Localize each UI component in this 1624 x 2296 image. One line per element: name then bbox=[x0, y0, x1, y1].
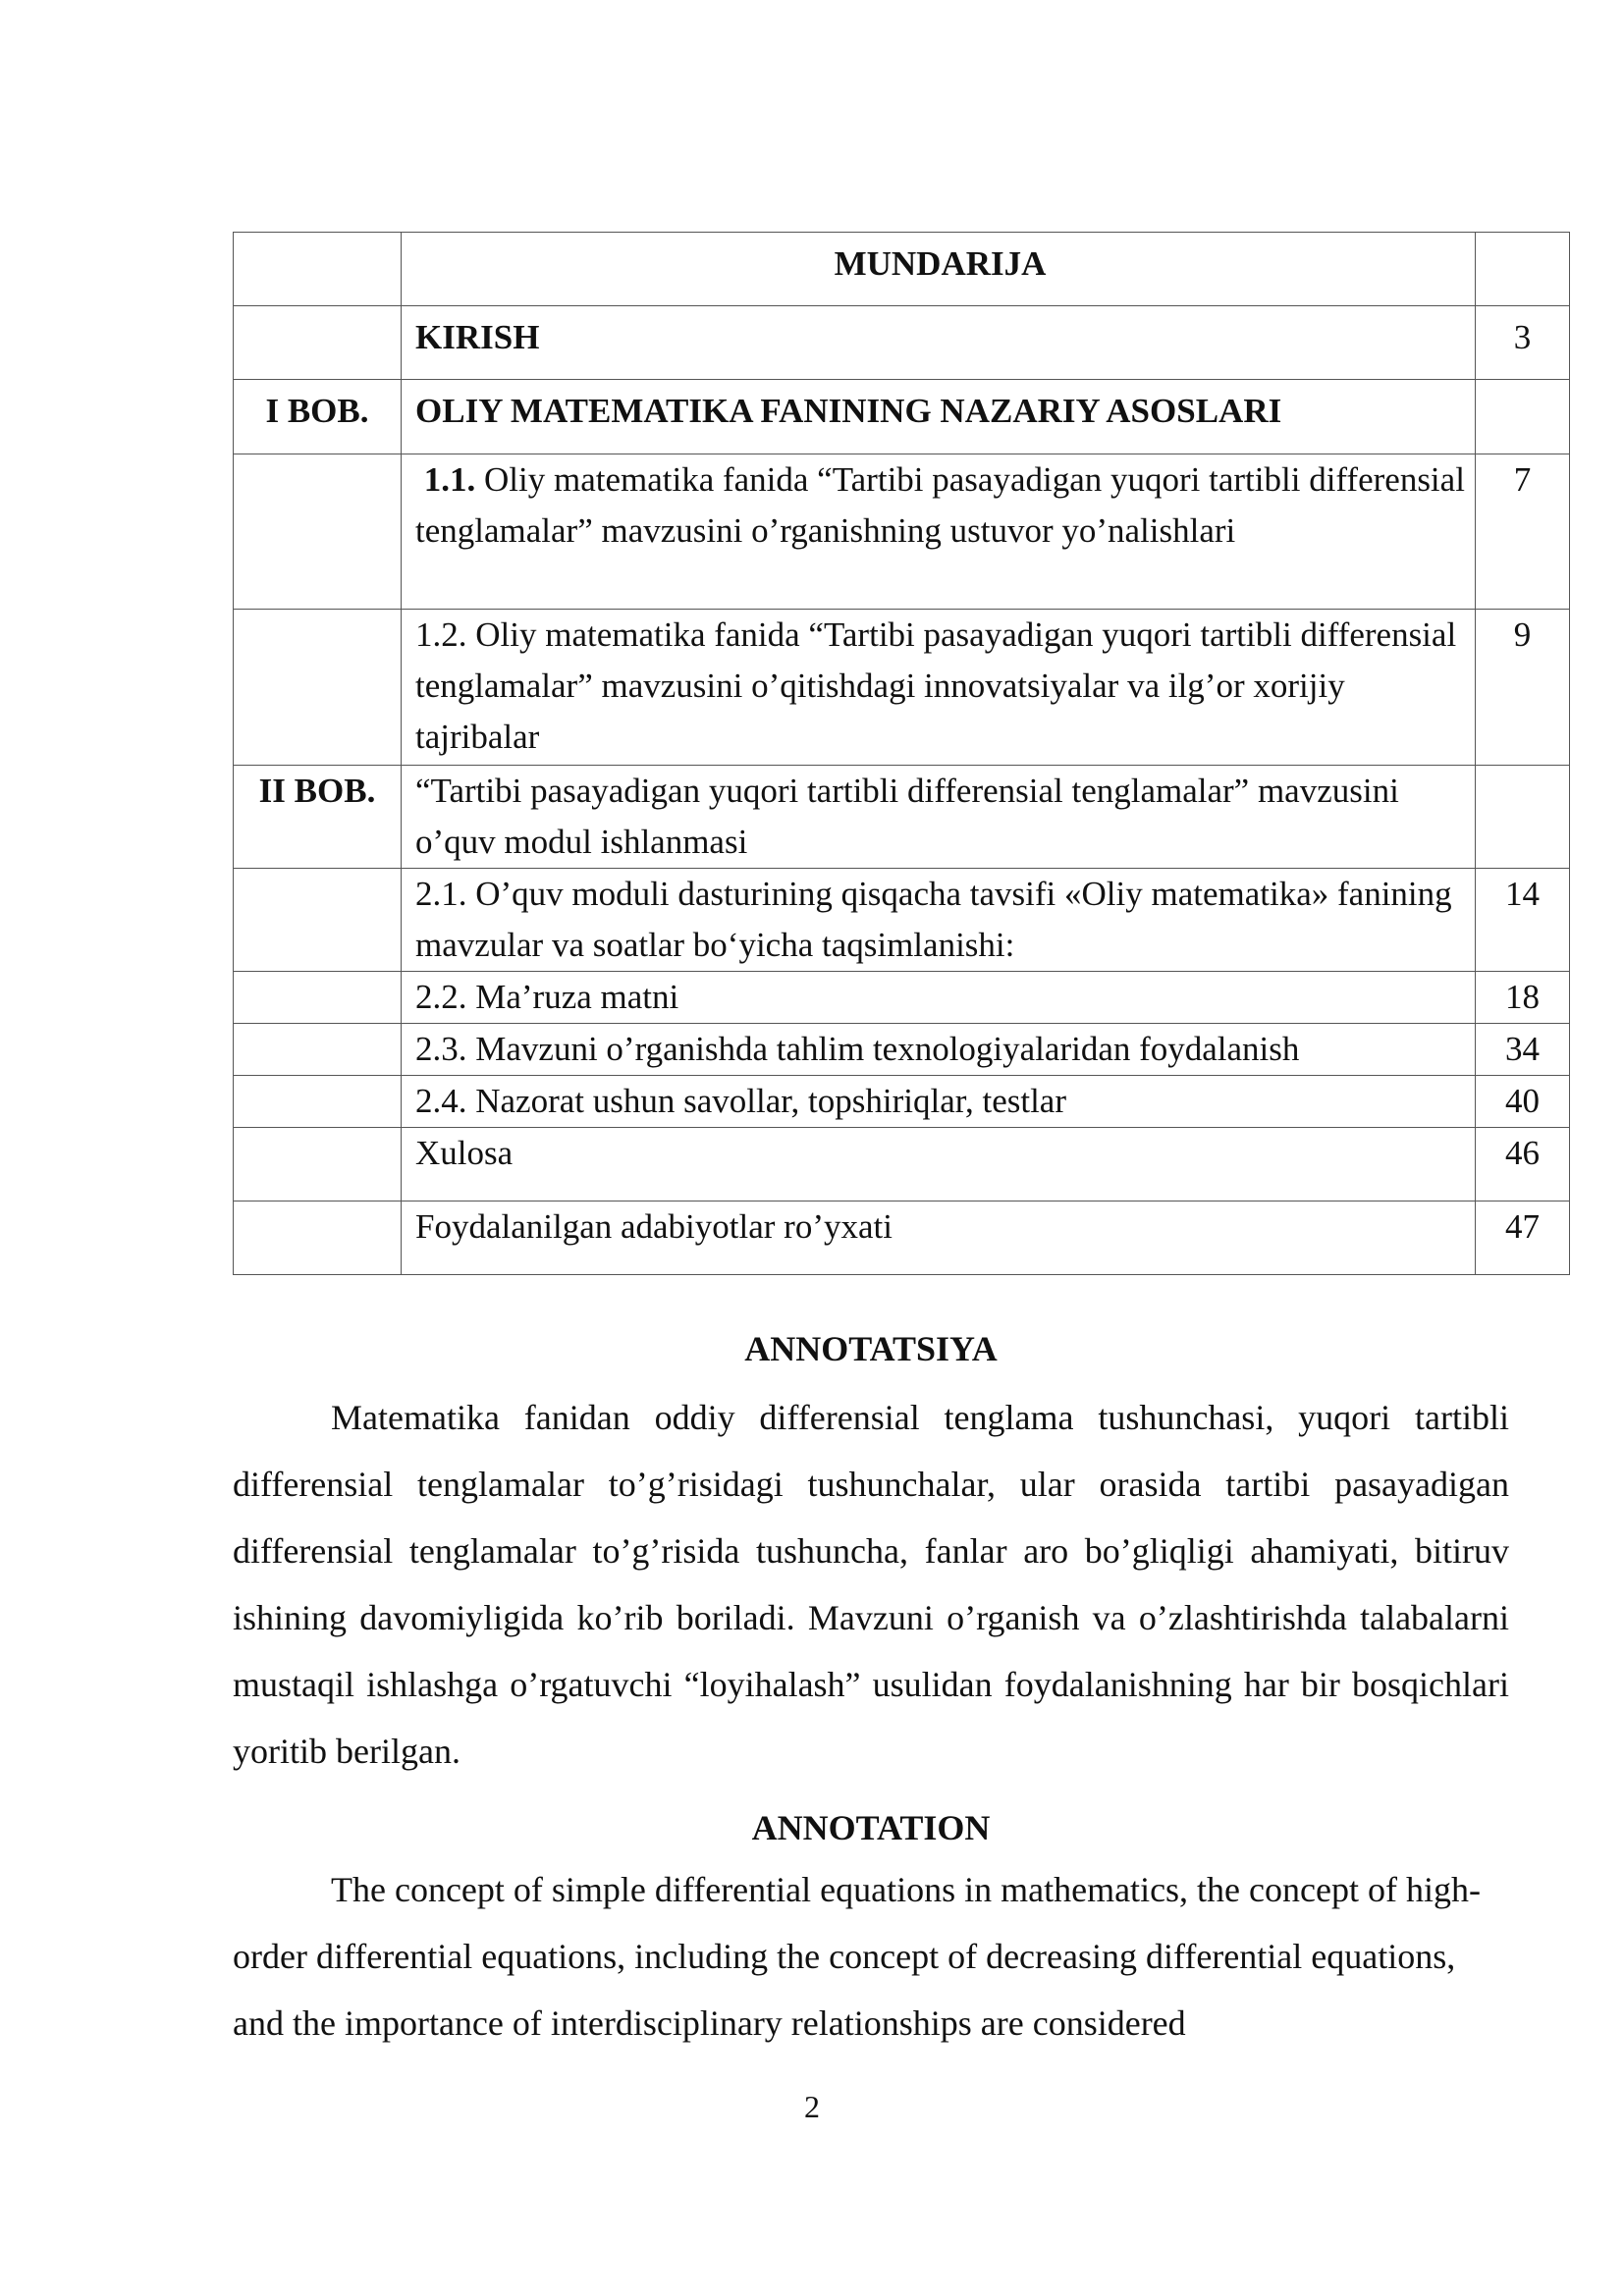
toc-title: Foydalanilgan adabiyotlar ro’yxati bbox=[402, 1201, 1476, 1275]
toc-title: OLIY MATEMATIKA FANINING NAZARIY ASOSLARI bbox=[402, 380, 1476, 454]
toc-row bbox=[234, 454, 1570, 610]
toc-row bbox=[234, 610, 1570, 766]
toc-row bbox=[234, 766, 1570, 869]
toc-section-title: Oliy matematika fanida “Tartibi pasayadigan yuqori tartibli differensial tenglamalar” mavzusini o’rganishning ustuvor yo’nalishlari bbox=[415, 460, 1465, 550]
toc-page bbox=[1476, 766, 1570, 869]
toc-row bbox=[234, 1076, 1570, 1128]
page-number: 2 bbox=[804, 2089, 820, 2124]
toc-chapter: I BOB. bbox=[234, 380, 402, 454]
annotatsiya-heading: ANNOTATSIYA bbox=[744, 1329, 998, 1368]
table-of-contents bbox=[233, 232, 1570, 1275]
toc-title: Xulosa bbox=[402, 1128, 1476, 1201]
toc-page: 18 bbox=[1476, 972, 1570, 1024]
toc-chapter bbox=[234, 1128, 402, 1201]
toc-row bbox=[234, 1024, 1570, 1076]
toc-row bbox=[234, 233, 1570, 306]
annotatsiya-paragraph: Matematika fanidan oddiy differensial tenglama tushunchasi, yuqori tartibli differensial tenglamalar to’g’risidagi tushunchalar, ular orasida tartibi pasayadigan differensial tenglamalar to’g’risida tushuncha, fanlar aro bo’gliqligi ahamiyati, bitiruv ishining davomiyligida ko’rib boriladi. Mavzuni o’rganish va o’zlashtirishda talabalarni mustaqil ishlashga o’rgatuvchi “loyihalash” usulidan foydalanishning har bir bosqichlari yoritib berilgan. bbox=[233, 1398, 1509, 1771]
toc-page bbox=[1476, 233, 1570, 306]
toc-title: 2.1. O’quv moduli dasturining qisqacha tavsifi «Oliy matematika» fanining mavzular va soatlar bo‘yicha taqsimlanishi: bbox=[402, 869, 1476, 972]
toc-chapter: II BOB. bbox=[234, 766, 402, 869]
toc-chapter bbox=[234, 1076, 402, 1128]
toc-chapter bbox=[234, 306, 402, 380]
toc-page: 47 bbox=[1476, 1201, 1570, 1275]
toc-page: 34 bbox=[1476, 1024, 1570, 1076]
annotation-paragraph: The concept of simple differential equations in mathematics, the concept of high-order differential equations, including the concept of decreasing differential equations, and the importance of interdisciplinary relationships are considered bbox=[233, 1870, 1481, 2043]
toc-title: 1.2. Oliy matematika fanida “Tartibi pasayadigan yuqori tartibli differensial tenglamalar” mavzusini o’qitishdagi innovatsiyalar va ilg’or xorijiy tajribalar bbox=[402, 610, 1476, 766]
toc-page: 3 bbox=[1476, 306, 1570, 380]
toc-chapter bbox=[234, 869, 402, 972]
toc-chapter bbox=[234, 233, 402, 306]
toc-chapter bbox=[234, 1201, 402, 1275]
toc-title bbox=[402, 454, 1476, 610]
toc-page: 7 bbox=[1476, 454, 1570, 610]
toc-title: 2.3. Mavzuni o’rganishda tahlim texnologiyalaridan foydalanish bbox=[402, 1024, 1476, 1076]
toc-row bbox=[234, 1201, 1570, 1275]
toc-row bbox=[234, 1128, 1570, 1201]
toc-title: 2.4. Nazorat ushun savollar, topshiriqlar, testlar bbox=[402, 1076, 1476, 1128]
toc-page: 14 bbox=[1476, 869, 1570, 972]
toc-title: 2.2. Ma’ruza matni bbox=[402, 972, 1476, 1024]
toc-row bbox=[234, 306, 1570, 380]
toc-chapter bbox=[234, 1024, 402, 1076]
toc-page: 40 bbox=[1476, 1076, 1570, 1128]
toc-chapter bbox=[234, 972, 402, 1024]
toc-section-number: 1.1. bbox=[423, 460, 476, 499]
toc-title: MUNDARIJA bbox=[402, 233, 1476, 306]
toc-chapter bbox=[234, 610, 402, 766]
toc-title: “Tartibi pasayadigan yuqori tartibli differensial tenglamalar” mavzusini o’quv modul ishlanmasi bbox=[402, 766, 1476, 869]
toc-row bbox=[234, 972, 1570, 1024]
toc-page bbox=[1476, 380, 1570, 454]
toc-page: 9 bbox=[1476, 610, 1570, 766]
toc-row bbox=[234, 380, 1570, 454]
toc-page: 46 bbox=[1476, 1128, 1570, 1201]
annotation-heading: ANNOTATION bbox=[751, 1808, 991, 1847]
toc-row bbox=[234, 869, 1570, 972]
toc-title: KIRISH bbox=[402, 306, 1476, 380]
toc-chapter bbox=[234, 454, 402, 610]
